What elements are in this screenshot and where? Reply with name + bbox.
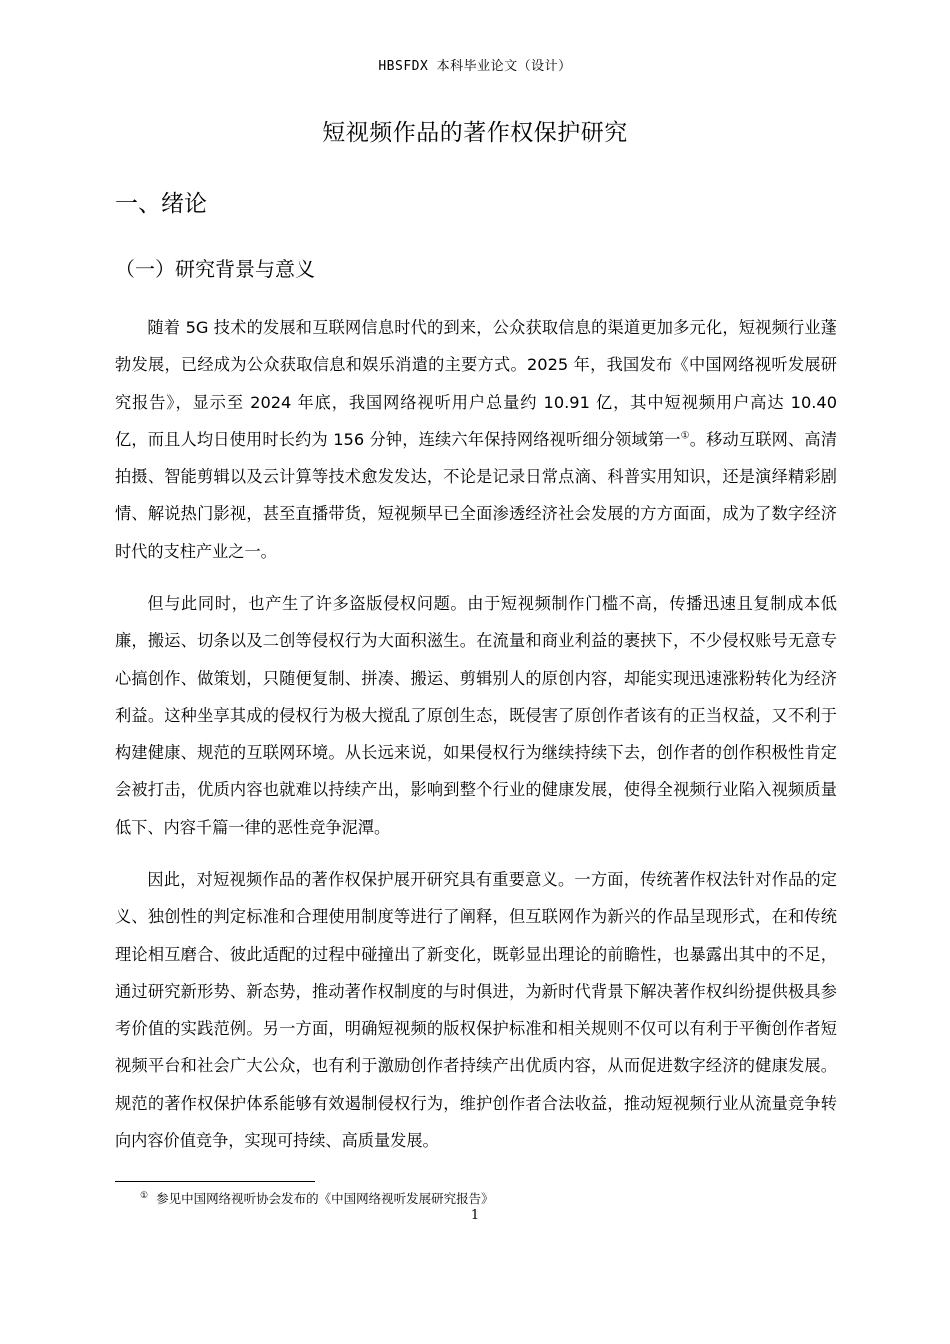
- body-paragraph-2: 但与此同时，也产生了许多盗版侵权问题。由于短视频制作门槛不高，传播迅速且复制成本低廉，搬运、切条以及二创等侵权行为大面积滋生。在流量和商业利益的裹挟下，不少侵权账号无意专心搞创作、做策划，只随便复制、拼凑、搬运、剪辑别人的原创内容，却能实现迅速涨粉转化为经济利益。这种坐享其成的侵权行为极大搅乱了原创生态，既侵害了原创作者该有的正当权益，又不利于构建健康、规范的互联网环境。从长远来说，如果侵权行为继续持续下去，创作者的创作积极性肯定会被打击，优质内容也就难以持续产出，影响到整个行业的健康发展，使得全视频行业陷入视频质量低下、内容千篇一律的恶性竞争泥潭。: [115, 594, 837, 837]
- footnote-text: 参见中国网络视听协会发布的《中国网络视听发展研究报告》: [156, 1191, 494, 1206]
- section-heading: （一）研究背景与意义: [115, 257, 315, 281]
- running-header: HBSFDX 本科毕业论文（设计）: [378, 59, 572, 74]
- footnote-divider: [115, 1181, 315, 1182]
- body-paragraph-1: [115, 309, 837, 570]
- footnote-mark: ①: [140, 1190, 149, 1201]
- body-paragraph-3: 因此，对短视频作品的著作权保护展开研究具有重要意义。一方面，传统著作权法针对作品的定义、独创性的判定标准和合理使用制度等进行了阐释，但互联网作为新兴的作品呈现形式，在和传统理论相互磨合、彼此适配的过程中碰撞出了新变化，既彰显出理论的前瞻性，也暴露出其中的不足，通过研究新形势、新态势，推动著作权制度的与时俱进，为新时代背景下解决著作权纠纷提供极具参考价值的实践范例。另一方面，明确短视频的版权保护标准和相关规则不仅可以有利于平衡创作者短视频平台和社会广大公众，也有利于激励创作者持续产出优质内容，从而促进数字经济的健康发展。规范的著作权保护体系能够有效遏制侵权行为，维护创作者合法收益，推动短视频行业从流量竞争转向内容价值竞争，实现可持续、高质量发展。: [115, 870, 837, 1151]
- paragraph-1-part-b: 。移动互联网、高清拍摄、智能剪辑以及云计算等技术愈发发达，不论是记录日常点滴、科普实用知识，还是演绎精彩剧情、解说热门影视，甚至直播带货，短视频早已全面渗透经济社会发展的方方面面，成为了数字经济时代的支柱产业之一。: [115, 429, 838, 561]
- paragraph-1-part-a: 随着 5G 技术的发展和互联网信息时代的到来，公众获取信息的渠道更加多元化，短视频行业蓬勃发展，已经成为公众获取信息和娱乐消遣的主要方式。2025 年，我国发布《中国网络视听发展研究报告》，显示至 2024 年底，我国网络视听用户总量约 10.91 亿，其中短视频用户高达 10.40 亿，而且人均日使用时长约为 156 分钟，连续六年保持网络视听细分领域第一: [115, 318, 837, 449]
- footnote: [140, 1189, 494, 1207]
- chapter-heading: 一、绪论: [115, 191, 207, 217]
- footnote-reference[interactable]: ①: [680, 430, 690, 442]
- page-number: 1: [470, 1208, 480, 1223]
- page-title: 短视频作品的著作权保护研究: [322, 120, 628, 146]
